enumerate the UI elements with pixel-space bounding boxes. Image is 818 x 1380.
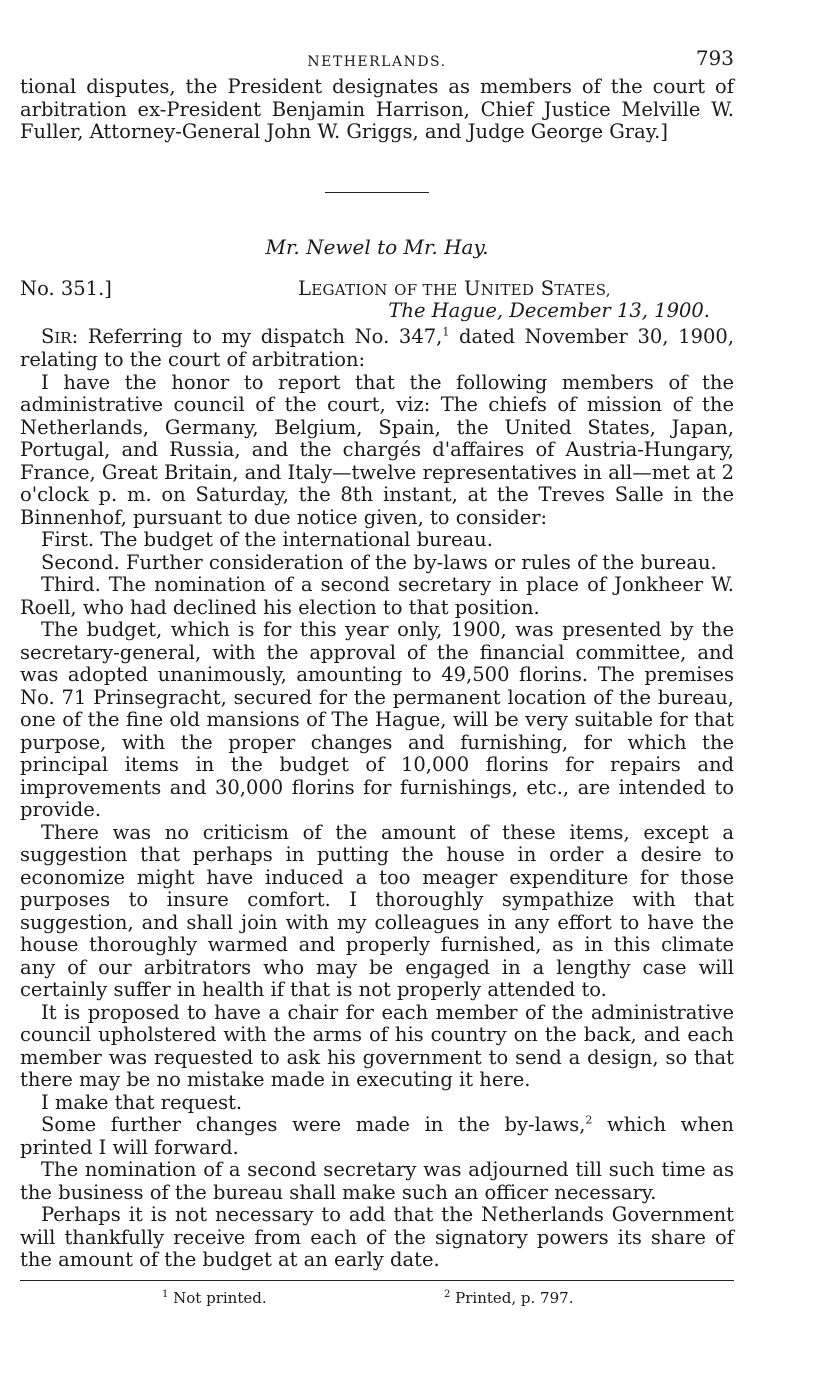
section-separator-rule [325, 192, 429, 193]
running-header [20, 40, 734, 76]
preamble-paragraph: tional disputes, the President designates as members of the court of arbitration ex-President Benjamin Harrison, Chief Justice Melville W. Fuller, Attorney-General John W. Griggs, and Judge George Gray.] [20, 75, 734, 143]
body-paragraph: Third. The nomination of a second secretary in place of Jonkheer W. Roell, who had declined his election to that position. [20, 573, 734, 619]
running-title: NETHERLANDS. [307, 54, 447, 70]
document-page [20, 40, 734, 1311]
footnote-2: $^2$ Printed, p. 797. [444, 1288, 574, 1307]
bylaws-paragraph: Some further changes were made in the by-laws,$^2$ which when printed I will forward. [20, 1113, 734, 1159]
page-number: 793 [695, 46, 734, 70]
body-paragraph: The budget, which is for this year only, 1900, was presented by the secretary-general, with the approval of the financial committee, and was adopted unanimously, amounting to 49,500 florins. The premises No. 71 Prinsegracht, secured for the permanent location of the bureau, one of the fine old mansions of The Hague, will be very suitable for that purpose, with the proper changes and furnishing, for which the principal items in the budget of 10,000 florins for repairs and improvements and 30,000 florins for furnishings, etc., are intended to provide. [20, 618, 734, 821]
body-paragraph: There was no criticism of the amount of these items, except a suggestion that perhaps in putting the house in order a desire to economize might have induced a too meager expenditure for those purposes to insure comfort. I thoroughly sympathize with that suggestion, and shall join with my colleagues in any effort to have the house thoroughly warmed and properly furnished, as in this climate any of our arbitrators who may be engaged in a lengthy case will certainly suffer in health if that is not properly attended to. [20, 820, 734, 1001]
letter-body [20, 326, 734, 1272]
place-date: The Hague, December 13, 1900. [388, 298, 710, 322]
body-paragraph: Second. Further consideration of the by-laws or rules of the bureau. [41, 550, 717, 574]
salutation-paragraph: SIR: Referring to my dispatch No. 347,$^1$ dated November 30, 1900, relating to the court of arbitration: [20, 324, 734, 371]
body-paragraph: I make that request. [41, 1090, 243, 1114]
footnote-ref-1: 1 [442, 325, 450, 338]
body-paragraph: Perhaps it is not necessary to add that the Netherlands Government will thankfully receive from each of the signatory powers its share of the amount of the budget at an early date. [20, 1203, 734, 1271]
legation-address: LEGATION OF THE UNITED STATES, [298, 276, 611, 300]
dispatch-number: No. 351.] [20, 276, 112, 300]
preamble-block [20, 76, 734, 144]
body-paragraph: First. The budget of the international bureau. [41, 528, 493, 551]
footnote-1: $^1$ Not printed. [162, 1288, 267, 1307]
footnotes [20, 1281, 734, 1311]
body-paragraph: It is proposed to have a chair for each member of the administrative council upholstered with the arms of his country on the back, and each member was requested to ask his government to send a design, so that there may be no mistake made in executing it here. [20, 1000, 734, 1091]
footnote-ref-2: 2 [585, 1113, 593, 1127]
body-paragraph: The nomination of a second secretary was adjourned till such time as the business of the bureau shall make such an officer necessary. [20, 1158, 734, 1204]
body-paragraph: I have the honor to report that the following members of the administrative council of the court, viz: The chiefs of mission of the Netherlands, Germany, Belgium, Spain, the United States, Japan, Portugal, and Russia, and the chargés d'affaires of Austria-Hungary, France, Great Britain, and Italy—twelve representatives in all—met at 2 o'clock p. m. on Saturday, the 8th instant, at the Treves Salle in the Binnenhof, pursuant to due notice given, to consider: [20, 370, 734, 529]
dispatch-line [20, 276, 734, 322]
letter-heading: Mr. Newel to Mr. Hay. [265, 234, 489, 259]
